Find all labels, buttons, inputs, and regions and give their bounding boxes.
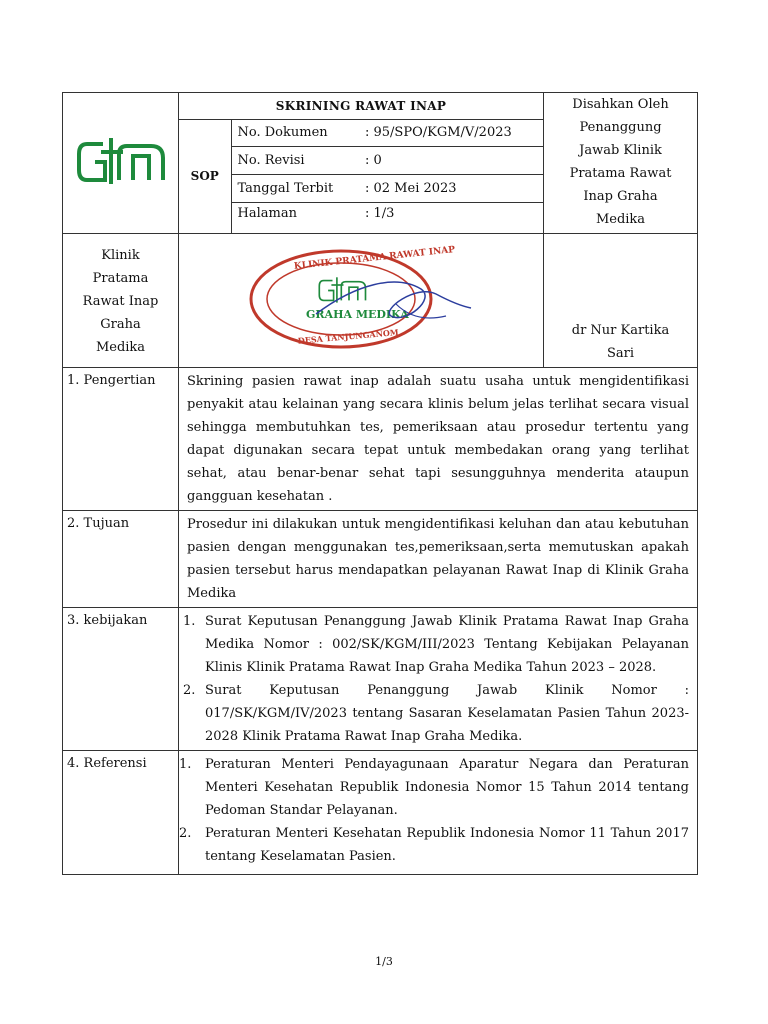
- section-text-tujuan: Prosedur ini dilakukan untuk mengidentifikasi keluhan dan atau kebutuhan pasien dengan menggunakan tes,pemeriksaan,serta memutuskan apakah pasien tersebut harus mendapatkan pelayanan Rawat Inap di Klinik Graha Medika: [179, 511, 698, 608]
- meta-value-dokumen: : 95/SPO/KGM/V/2023: [361, 119, 543, 147]
- sop-label: SOP: [179, 119, 231, 233]
- clinic-logo-icon: [73, 132, 169, 190]
- kebijakan-list: [183, 610, 689, 748]
- list-item-number: 2.: [183, 683, 196, 698]
- header-inner-table: [179, 93, 543, 233]
- stamp-cell: [179, 234, 544, 368]
- stamp-text-bottom: DESA TANJUNGANOM: [297, 326, 400, 346]
- list-item: [183, 610, 689, 679]
- meta-label-dokumen: No. Dokumen: [231, 119, 361, 147]
- signer-cell: [544, 234, 698, 368]
- section-list-kebijakan: [179, 608, 698, 751]
- header-center-cell: [179, 93, 544, 234]
- section-label-kebijakan: 3. kebijakan: [63, 608, 179, 751]
- clinic-name-line: Pratama: [92, 271, 149, 286]
- list-item: [179, 753, 689, 822]
- section-label-referensi: 4. Referensi: [63, 751, 179, 875]
- meta-value-revisi: : 0: [361, 147, 543, 175]
- stamp-text-top: KLINIK PRATAMA RAWAT INAP: [293, 244, 456, 272]
- meta-value-halaman: : 1/3: [361, 202, 543, 233]
- page-number: 1/3: [375, 955, 393, 968]
- list-item-number: 1.: [183, 614, 196, 629]
- approval-line: Jawab Klinik: [579, 143, 662, 158]
- list-item-text: Surat Keputusan Penanggung Jawab Klinik Nomor : 017/SK/KGM/IV/2023 tentang Sasaran Keselamatan Pasien Tahun 2023-2028 Klinik Pratama Rawat Inap Graha Medika.: [205, 683, 689, 744]
- section-list-referensi: [179, 751, 698, 875]
- stamp-text-mid: GRAHA MEDIKA: [306, 307, 409, 321]
- clinic-name-cell: [63, 234, 179, 368]
- list-item-text: Surat Keputusan Penanggung Jawab Klinik Pratama Rawat Inap Graha Medika Nomor : 002/SK/KGM/III/2023 Tentang Kebijakan Pelayanan Klinis Klinik Pratama Rawat Inap Graha Medika Tahun 2023 – 2028.: [205, 614, 689, 675]
- approval-line: Penanggung: [579, 120, 662, 135]
- signer-name-line: Sari: [606, 346, 635, 361]
- meta-value-tanggal: : 02 Mei 2023: [361, 175, 543, 203]
- list-item-number: 1.: [179, 757, 192, 772]
- clinic-name-line: Rawat Inap: [82, 294, 159, 309]
- approval-line: Pratama Rawat: [569, 166, 672, 181]
- document-title: SKRINING RAWAT INAP: [179, 93, 543, 119]
- approval-cell: [544, 93, 698, 234]
- section-label-tujuan: 2. Tujuan: [63, 511, 179, 608]
- clinic-name-line: Graha: [100, 317, 141, 332]
- logo-cell: [63, 93, 179, 234]
- meta-label-revisi: No. Revisi: [231, 147, 361, 175]
- approval-line: Disahkan Oleh: [572, 97, 669, 112]
- list-item: [179, 822, 689, 868]
- list-item-text: Peraturan Menteri Pendayagunaan Aparatur Negara dan Peraturan Menteri Kesehatan Republik Indonesia Nomor 15 Tahun 2014 tentang Pedoman Standar Pelayanan.: [205, 757, 689, 818]
- list-item-text: Peraturan Menteri Kesehatan Republik Indonesia Nomor 11 Tahun 2017 tentang Keselamatan Pasien.: [205, 826, 689, 864]
- clinic-name-line: Klinik: [101, 248, 140, 263]
- list-item: [183, 679, 689, 748]
- sop-table: [62, 92, 698, 875]
- clinic-name-line: Medika: [95, 340, 146, 355]
- meta-label-tanggal: Tanggal Terbit: [231, 175, 361, 203]
- approval-line: Medika: [595, 212, 646, 227]
- section-label-pengertian: 1. Pengertian: [63, 368, 179, 511]
- approval-line: Inap Graha: [583, 189, 658, 204]
- clinic-stamp-icon: [246, 244, 476, 354]
- section-text-pengertian: Skrining pasien rawat inap adalah suatu usaha untuk mengidentifikasi penyakit atau kelainan yang secara klinis belum jelas terlihat secara visual sehingga membutuhkan tes, pemeriksaan atau prosedur tertentu yang dapat digunakan secara tepat untuk membedakan orang yang terlihat sehat, atau benar-benar sehat tapi sesungguhnya menderita ataupun gangguan kesehatan .: [179, 368, 698, 511]
- referensi-list: [179, 753, 689, 868]
- sop-document: [62, 92, 697, 875]
- meta-label-halaman: Halaman: [231, 202, 361, 233]
- signer-name-line: dr Nur Kartika: [571, 323, 670, 338]
- list-item-number: 2.: [179, 826, 192, 841]
